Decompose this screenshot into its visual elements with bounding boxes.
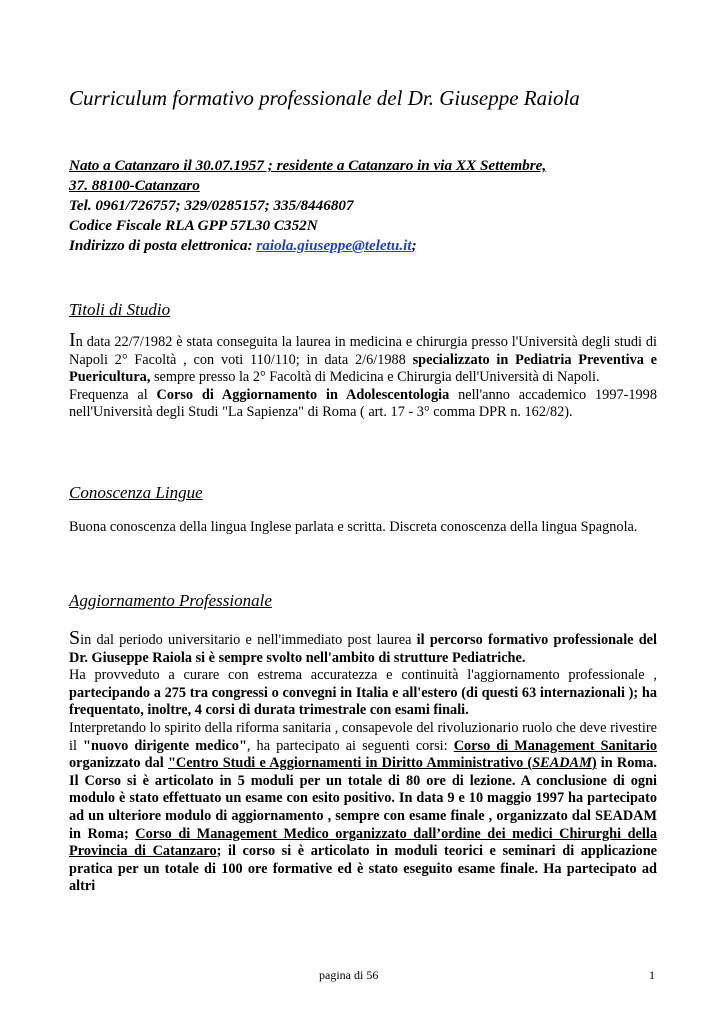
email-link[interactable]: raiola.giuseppe@teletu.it <box>256 237 412 254</box>
email-label: Indirizzo di posta elettronica: <box>69 237 257 254</box>
birth-residence-line: Nato a Catanzaro il 30.07.1957 ; residente a Catanzaro in via XX Settembre, <box>69 157 547 174</box>
footer-page-number: 1 <box>649 968 655 982</box>
footer-page-label: pagina di 56 <box>319 968 379 982</box>
paragraph: Interpretando lo spirito della riforma sanitaria , consapevole del rivoluzionario ruolo che deve rivestire il "nuovo dirigente medico", ha partecipato ai seguenti corsi: Corso di Management Sanitario organizzato dal "Centro Studi e Aggiornamenti in Diritto Amministrativo (SEADAM) in Roma. Il Corso si è articolato in 5 moduli per un totale di 80 ore di lezione. A conclusione di ogni modulo è stato effettuato un esame con esito positivo. In data 9 e 10 maggio 1997 ha partecipato ad un ulteriore modulo di aggiornamento , sempre con esame finale , organizzato dal SEADAM in Roma; Corso di Management Medico organizzato dall’ordine dei medici Chirurghi della Provincia di Catanzaro; il corso si è articolato in moduli teorici e seminari di applicazione pratica per un totale di 100 ore formative ed è stato eseguito esame finale. Ha partecipato ad altri <box>69 719 657 895</box>
paragraph: Ha provveduto a curare con estrema accuratezza e continuità l'aggiornamento professionale , partecipando a 275 tra congressi o convegni in Italia e all'estero (di questi 63 internazionali ); ha frequentato, inoltre, 4 corsi di durata trimestrale con esami finali. <box>69 667 657 719</box>
phone-line: Tel. 0961/726757; 329/0285157; 335/8446807 <box>69 197 354 214</box>
paragraph: Buona conoscenza della lingua Inglese parlata e scritta. Discreta conoscenza della lingua Spagnola. <box>69 519 638 535</box>
section-body-lingue <box>69 519 657 537</box>
section-heading-aggiornamento: Aggiornamento Professionale <box>69 591 272 610</box>
section-heading-lingue: Conoscenza Lingue <box>69 483 203 502</box>
section-heading-titoli: Titoli di Studio <box>69 300 171 319</box>
email-line <box>69 236 657 256</box>
address-line: 37. 88100-Catanzaro <box>69 177 200 194</box>
paragraph: In data 22/7/1982 è stata conseguita la laurea in medicina e chirurgia presso l'Università degli studi di Napoli 2° Facoltà , con voti 110/110; in data 2/6/1988 specializzato in Pediatria Preventiva e Puericultura, sempre presso la 2° Facoltà di Medicina e Chirurgia dell'Università di Napoli. <box>69 329 657 386</box>
email-suffix: ; <box>411 237 417 254</box>
drop-cap: I <box>69 329 76 351</box>
paragraph: Sin dal periodo universitario e nell'immediato post laurea il percorso formativo professionale del Dr. Giuseppe Raiola si è sempre svolto nell'ambito di strutture Pediatriche. <box>69 627 658 666</box>
document-title: Curriculum formativo professionale del Dr. Giuseppe Raiola <box>69 86 580 110</box>
contact-block <box>69 156 657 256</box>
drop-cap: S <box>69 627 81 649</box>
section-body-aggiornamento <box>69 627 658 896</box>
tax-code-line: Codice Fiscale RLA GPP 57L30 C352N <box>69 217 318 234</box>
section-body-titoli <box>69 329 657 422</box>
paragraph: Frequenza al Corso di Aggiornamento in Adolescentologia nell'anno accademico 1997-1998 nell'Università degli Studi "La Sapienza" di Roma ( art. 17 - 3° comma DPR n. 162/82). <box>69 386 657 421</box>
